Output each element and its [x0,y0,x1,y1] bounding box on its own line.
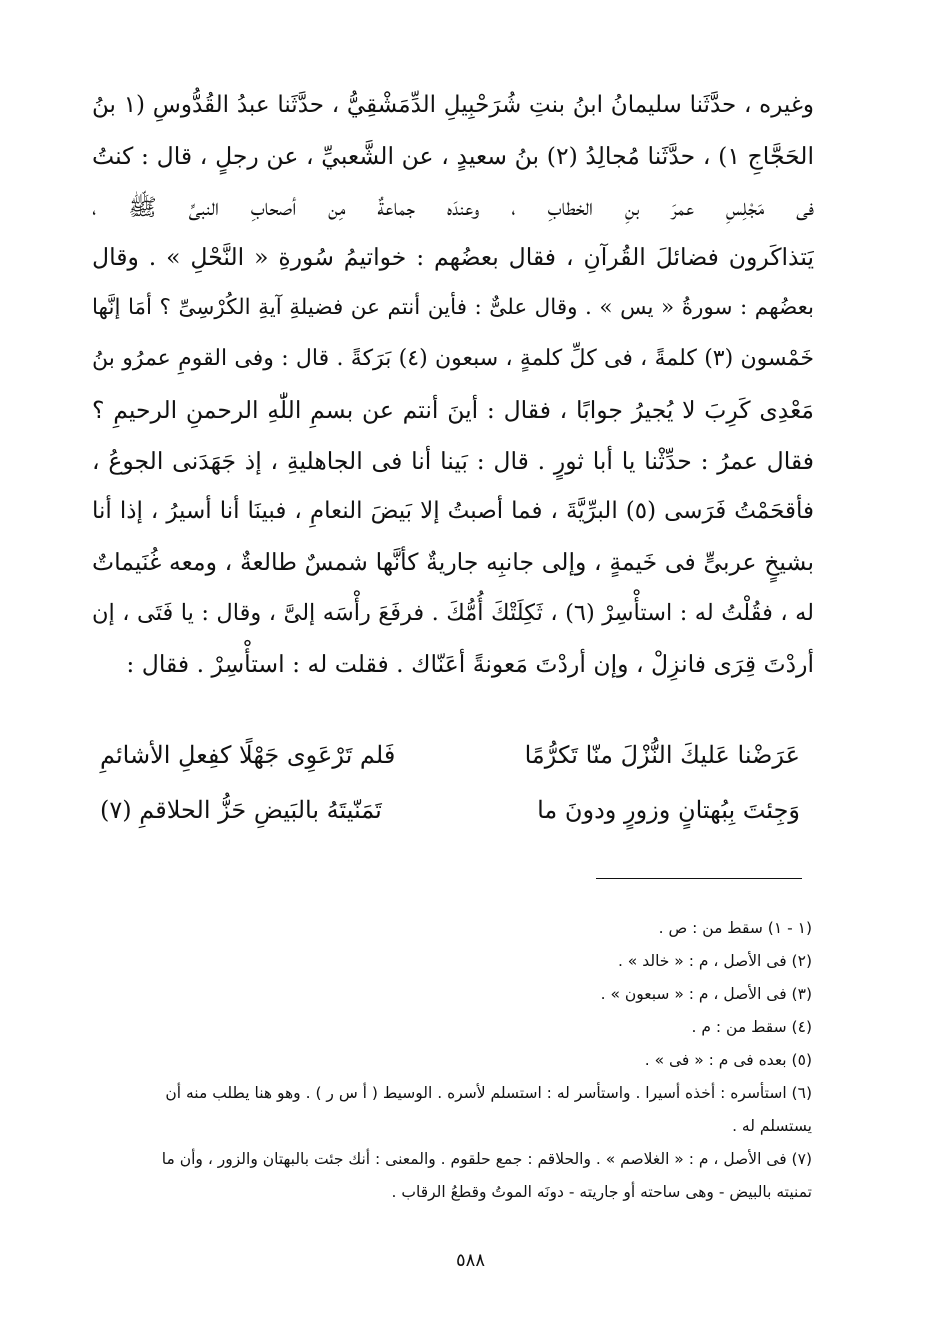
poem-verse [100,783,800,838]
text-line: خَمْسون (٣) كلمةً ، فى كلِّ كلمةٍ ، سبعون (٤) بَرَكةً . قال : وفى القومِ عمرُو بنُ [92,345,814,371]
text-line: فقال عمرُ : حدِّثْنا يا أبا ثورٍ . قال : بَينا أنا فى الجاهليةِ ، إذ جَهَدَنى الجوعُ ، [92,446,814,475]
text-line: يَتذاكَرون فضائلَ القُرآنِ ، فقال بعضُهم : خواتيمُ سُورةِ « النَّحْلِ » . وقال [92,243,814,272]
poem-first-hemistich: وَجِئتَ بِبُهتانٍ وزورٍ ودونَ ما [537,796,800,824]
footnotes [88,912,812,1209]
footnote-line: تمنيته بالبيض - وهى ساحته أو جاريته - دونَه الموتُ وقطعُ الرقاب . [391,1183,812,1201]
footnote-separator [596,878,802,879]
poem-second-hemistich: تَمَنّيتَهُ بالبَيضِ حَزُّ الحلاقمِ (٧) [100,796,382,824]
footnote-line: (٦) استأسره : أخذه أسيرا . واستأسر له : استسلم لأسره . الوسيط ( أ س ر ) . وهو هنا يطلب منه أن [165,1084,812,1102]
footnote-line: (٣) فى الأصل ، م : « سبعون » . [600,985,812,1003]
text-line: فى مَجْلِسِ عمرَ بنِ الخطابِ ، وعندَه جماعةٌ مِن أصحابِ النبىِّ ﷺ ، [92,192,814,221]
text-line: بعضُهم : سورةُ « يس » . وقال علىٌّ : فأين أنتم عن فضيلةِ آيةِ الكُرْسِىِّ ؟ أمَا إنَّها [92,295,814,321]
page-number: ٥٨٨ [455,1250,485,1271]
footnote-line: (١ - ١) سقط من : ص . [658,919,812,937]
footnote-line: (٤) سقط من : م . [691,1018,812,1036]
text-line: فأقحَمْتُ فَرَسى (٥) البرِّيَّةَ ، فما أصبتُ إلا بَيضَ النعامِ ، فبينَا أنا أسيرُ ، إذا أنا [92,498,814,525]
main-text [92,80,814,690]
footnote-line: (٢) فى الأصل ، م : « خالد » . [617,952,812,970]
text-line: أردْتَ قِرَى فانزِلْ ، وإن أردْتَ مَعونةً أعَنّاك . فقلت له : استأْسِرْ . فقال : [126,649,814,678]
poem-first-hemistich: عَرَضْنا عَليكَ النُّزْلَ منّا تَكرُّمًا [524,741,800,769]
footnote-line: (٥) بعده فى م : « فى » . [644,1051,812,1069]
text-line: مَعْدِى كَرِبَ لا يُجيرُ جوابًا ، فقال : أينَ أنتم عن بسمِ اللّٰهِ الرحمنِ الرحيمِ ؟ [92,395,814,424]
poem [100,728,800,838]
text-line: بشيخٍ عربىٍّ فى خَيمةٍ ، وإلى جانبِه جاريةٌ كأنَّها شمسٌ طالعةٌ ، ومعه غُنَيماتٌ [92,548,814,577]
footnote-line: يستسلم له . [732,1117,812,1135]
poem-verse [100,728,800,783]
text-line: له ، فقُلْتُ له : استأْسِرْ (٦) ، ثَكِلَتْكَ أُمُّكَ . فرفَعَ رأْسَه إلىَّ ، وقال : يا فَتَى ، إن [92,599,814,626]
poem-second-hemistich: فَلم تَرْعَوِى جَهْلًا كفِعلِ الأشائمِ [100,741,396,769]
text-line: وغيره ، حدَّثَنا سليمانُ ابنُ بنتِ شُرَحْبِيلِ الدِّمَشْقِيُّ ، حدَّثَنا عبدُ القُدُّوسِ (١ بنُ [92,92,814,118]
text-line: الحَجَّاجِ ١) ، حدَّثَنا مُجالِدُ (٢) بنُ سعيدٍ ، عن الشَّعبيِّ ، عن رجلٍ ، قال : كنتُ [92,141,814,170]
footnote-line: (٧) فى الأصل ، م : « الغلاصم » . والحلاقم : جمع حلقوم . والمعنى : أنك جئت بالبهتان والزور ، وأن ما [161,1150,812,1168]
